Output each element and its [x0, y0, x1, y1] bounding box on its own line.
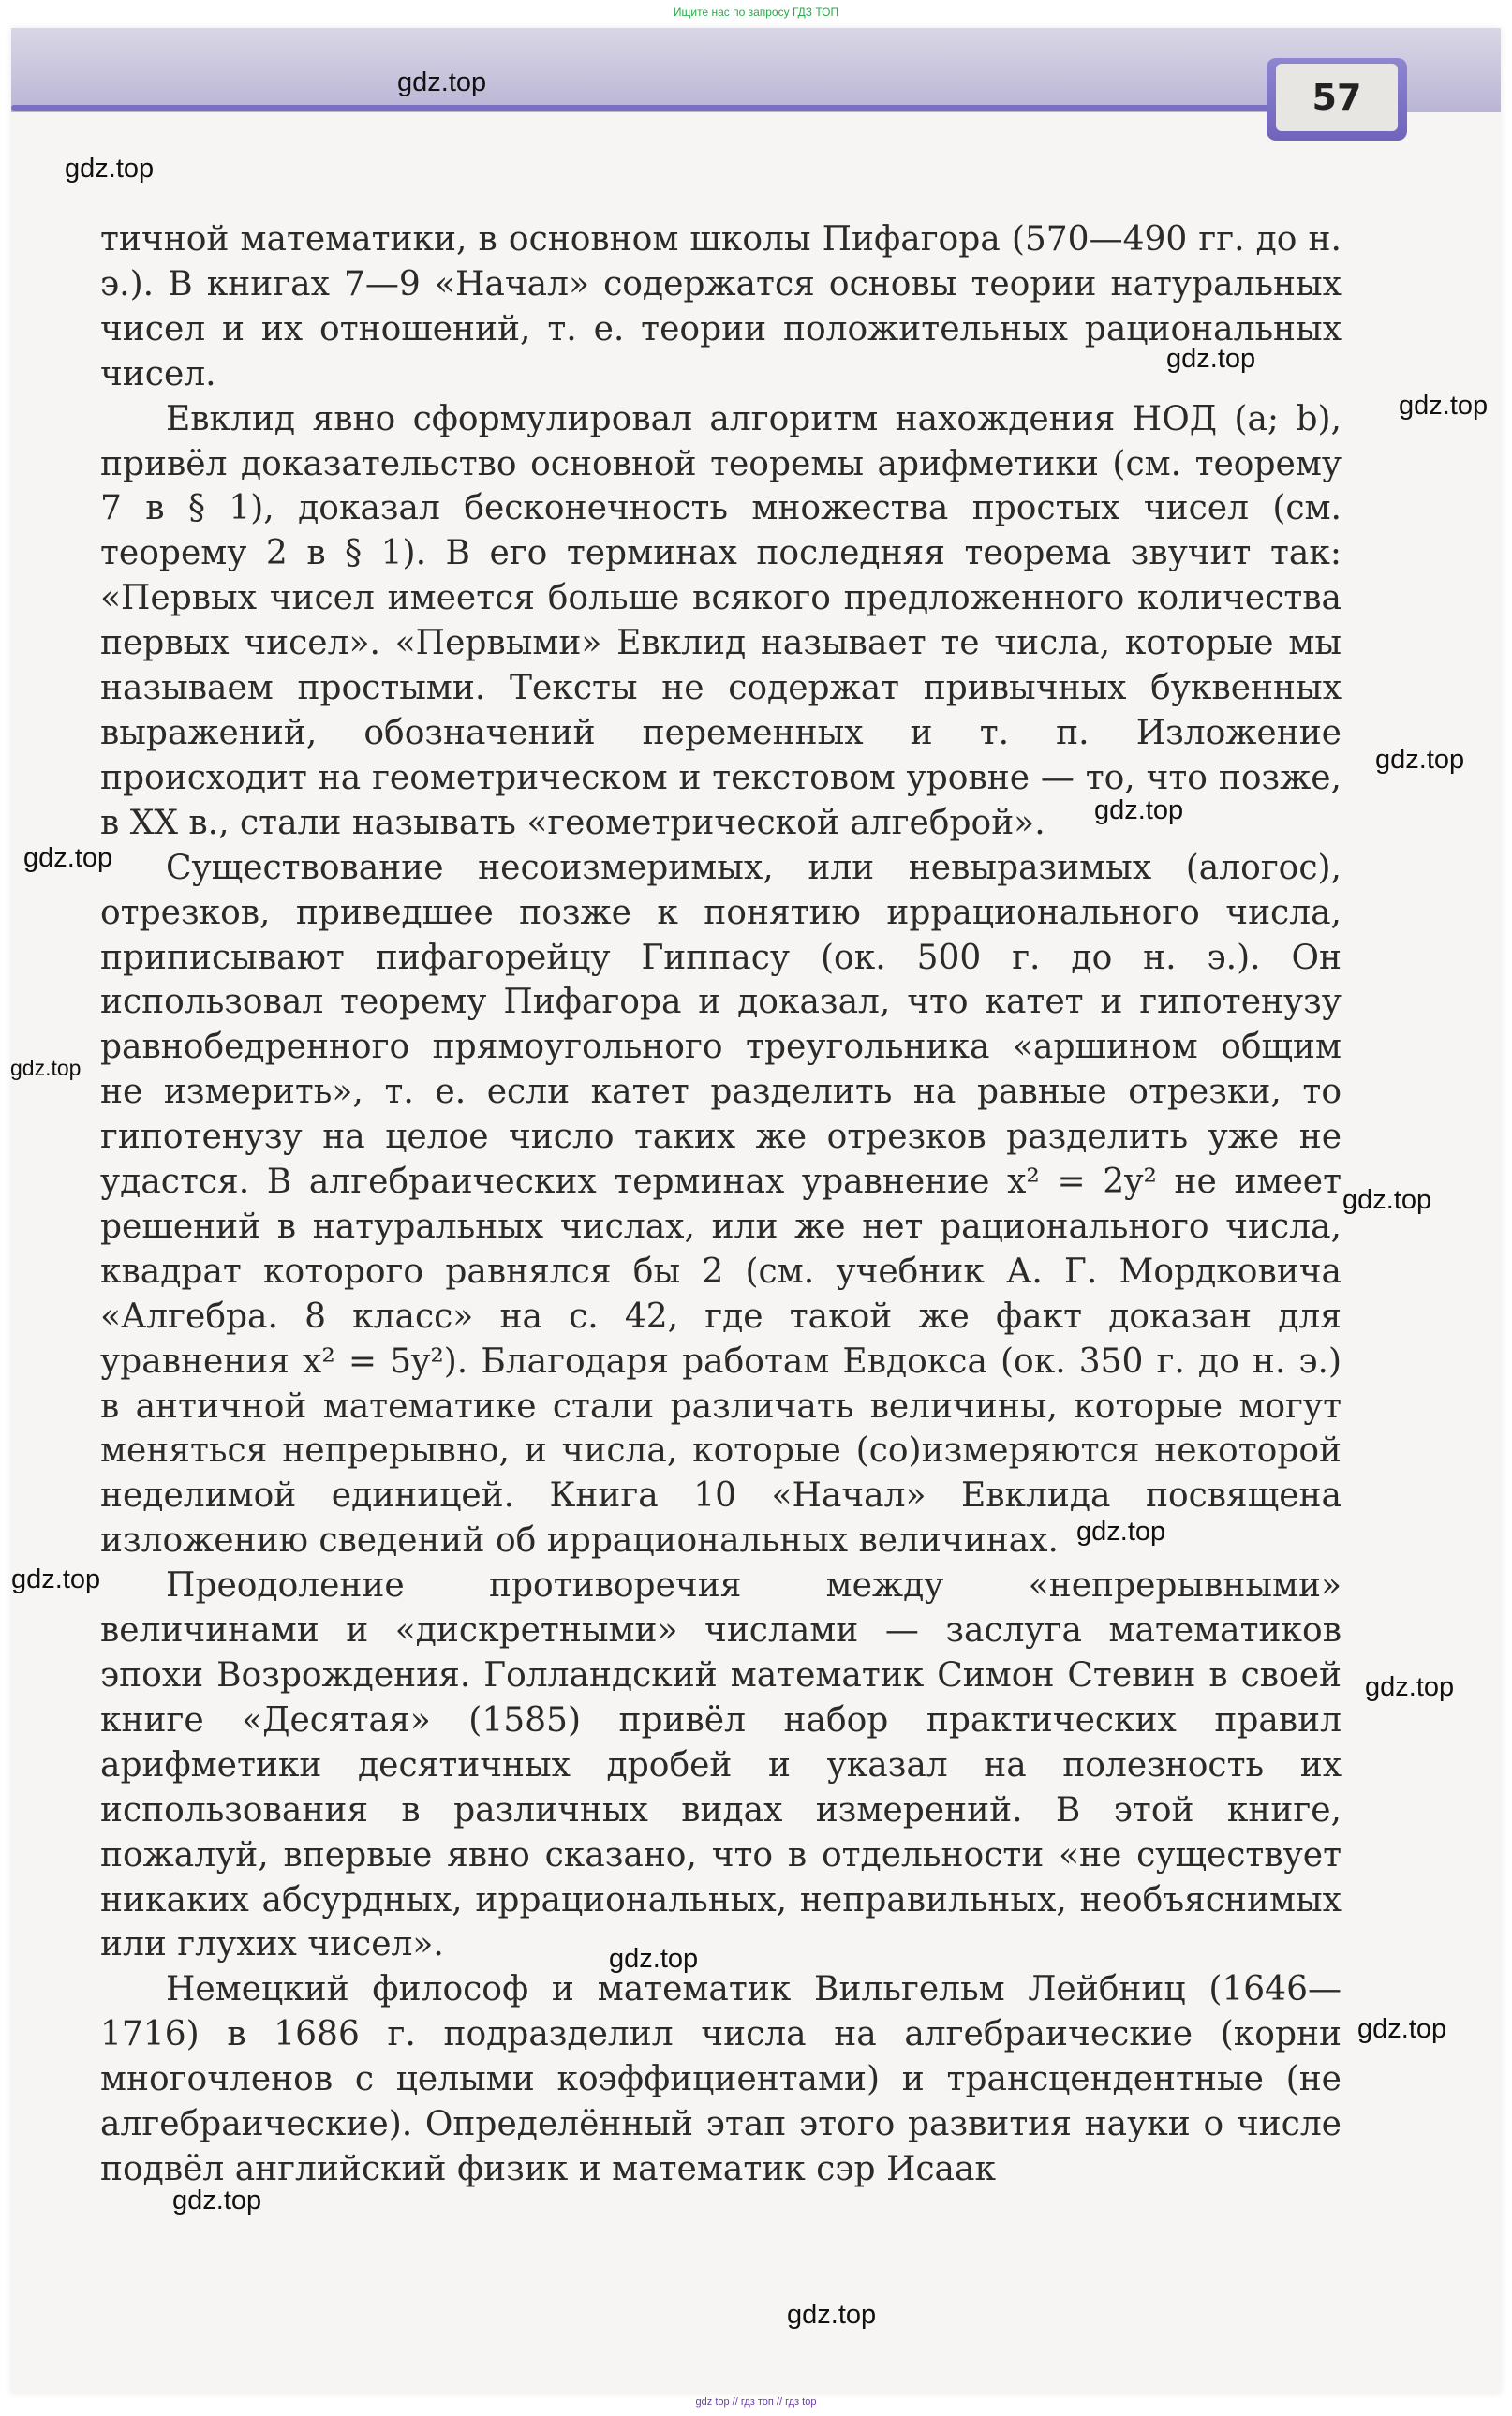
watermark: gdz.top	[1357, 2014, 1447, 2044]
search-hint-banner: Ищите нас по запросу ГДЗ ТОП	[673, 6, 839, 19]
paragraph-4: Преодоление противоречия между «непрерывными» величинами и «дискретными» числами — заслуга математиков эпохи Возрождения. Голландский математик Симон Стевин в своей книге «Десятая» (1585) привёл набор практических правил арифметики десятичных дробей и указал на полезность их использования в различных видах измерений. В этой книге, пожалуй, впервые явно сказано, что в отдельности «не существует никаких абсурдных, иррациональных, неправильных, необъяснимых или глухих чисел».	[100, 1566, 1342, 1964]
paragraph-1: тичной математики, в основном школы Пифагора (570—490 гг. до н. э.). В книгах 7—9 «Начал» содержатся основы теории натуральных чисел и их отношений, т. е. теории положительных рациональных чисел.	[100, 220, 1342, 393]
watermark: gdz.top	[10, 1056, 82, 1080]
watermark: gdz.top	[23, 843, 113, 873]
watermark: gdz.top	[1342, 1185, 1432, 1215]
page-body-text	[100, 217, 1342, 2192]
watermark: gdz.top	[1399, 391, 1489, 421]
watermark: gdz.top	[1166, 344, 1256, 374]
watermark: gdz.top	[1375, 745, 1465, 775]
watermark: gdz.top	[1365, 1672, 1455, 1702]
paragraph-3: Существование несоизмеримых, или невыразимых (алогос), отрезков, приведшее позже к понятию иррационального числа, приписывают пифагорейцу Гиппасу (ок. 500 г. до н. э.). Он использовал теорему Пифагора и доказал, что катет и гипотенузу равнобедренного прямоугольного треугольника «аршином общим не измерить», т. е. если катет разделить на равные отрезки, то гипотенузу на целое число таких же отрезков разделить уже не удастся. В алгебраических терминах уравнение x² = 2y² не имеет решений в натуральных числах, или же нет рационального числа, квадрат которого равнялся бы 2 (см. учебник А. Г. Мордковича «Алгебра. 8 класс» на с. 42, где такой же факт доказан для уравнения x² = 5y²). Благодаря работам Евдокса (ок. 350 г. до н. э.) в античной математике стали различать величины, которые могут меняться непрерывно, и числа, которые (со)измеряются некоторой неделимой единицей. Книга 10 «Начал» Евклида посвящена изложению сведений об иррациональных величинах.	[100, 848, 1342, 1561]
watermark: gdz.top	[172, 2186, 262, 2216]
watermark: gdz.top	[787, 2300, 877, 2330]
bottom-watermark-strip: gdz top // гдз топ // гдз top	[695, 2396, 817, 2408]
watermark: gdz.top	[397, 67, 487, 97]
paragraph-2: Евклид явно сформулировал алгоритм нахождения НОД (a; b), привёл доказательство основной теоремы арифметики (см. теорему 7 в § 1), доказал бесконечность множества простых чисел (см. теорему 2 в § 1). В его терминах последняя теорема звучит так: «Первых чисел имеется больше всякого предложенного количества первых чисел». «Первыми» Евклид называет те числа, которые мы называем простыми. Тексты не содержат привычных буквенных выражений, обозначений переменных и т. п. Изложение происходит на геометрическом и текстовом уровне — то, что позже, в XX в., стали называть «геометрической алгеброй».	[100, 399, 1342, 842]
watermark: gdz.top	[1094, 795, 1184, 825]
watermark: gdz.top	[11, 1564, 101, 1594]
watermark: gdz.top	[609, 1944, 699, 1974]
paragraph-5: Немецкий философ и математик Вильгельм Лейбниц (1646—1716) в 1686 г. подразделил числа на алгебраические (корни многочленов с целыми коэффициентами) и трансцендентные (не алгебраические). Определённый этап этого развития науки о числе подвёл английский физик и математик сэр Исаак	[100, 1970, 1342, 2188]
watermark: gdz.top	[65, 154, 155, 184]
header-divider-line	[11, 105, 1276, 111]
page-number: 57	[1276, 64, 1398, 131]
watermark: gdz.top	[1076, 1517, 1166, 1547]
